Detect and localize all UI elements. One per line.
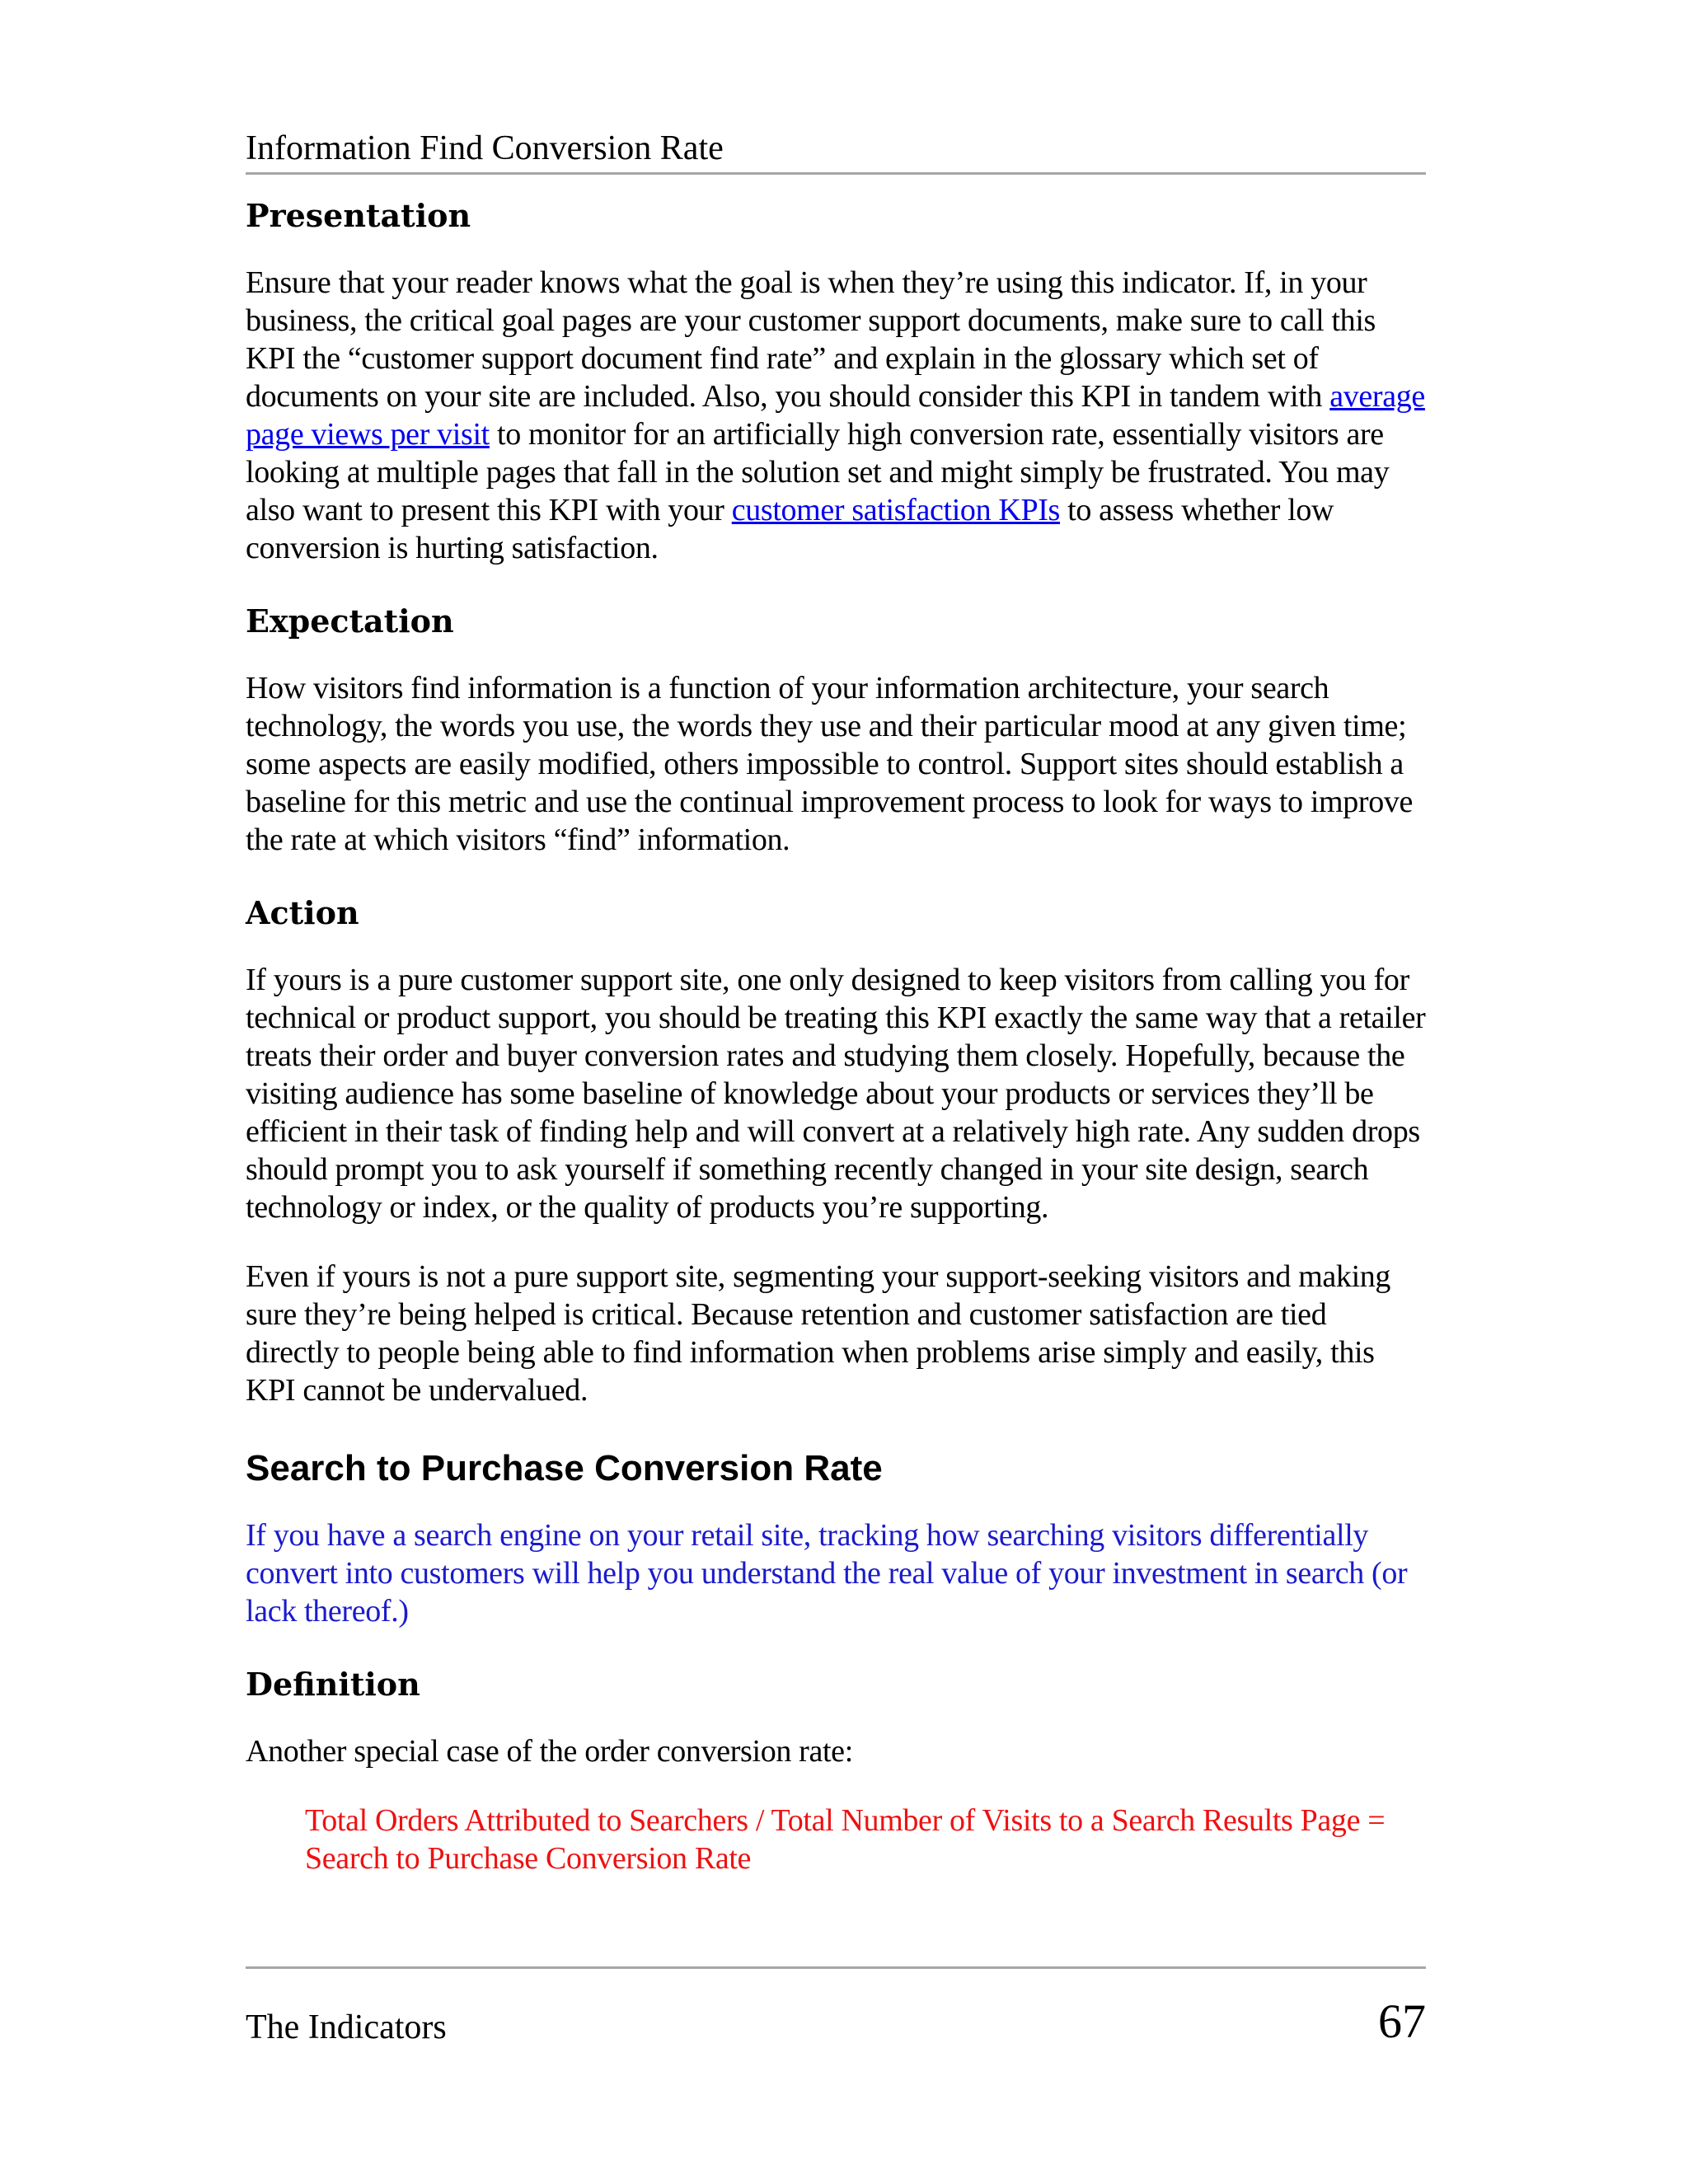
presentation-heading: Presentation — [246, 197, 471, 234]
kpi-formula: Total Orders Attributed to Searchers / Total Number of Visits to a Search Results Page = Search to Purchase Conversion Rate — [305, 1803, 1386, 1876]
action-paragraph-1: If yours is a pure customer support site, one only designed to keep visitors from calling you for technical or product support, you should be treating this KPI exactly the same way that a retailer treats their order and buyer conversion rates and studying them closely. Hopefully, because the visiting audience has some baseline of knowledge about your products or services they’ll be efficient in their task of finding help and will convert at a relatively high rate. Any sudden drops should prompt you to ask yourself if something recently changed in your site design, search technology or index, or the quality of products you’re supporting. — [246, 963, 1426, 1225]
running-header-title: Information Find Conversion Rate — [246, 129, 724, 167]
page-number: 67 — [1378, 1994, 1426, 2048]
running-header — [246, 127, 1426, 175]
definition-heading: Definition — [246, 1666, 420, 1703]
presentation-text-2: to monitor for an artificially high conversion rate, essentially visitors are looking at multiple pages that fall in the solution set and might simply be frustrated. You may also want to present this KPI with your — [246, 417, 1390, 527]
definition-intro: Another special case of the order conversion rate: — [246, 1734, 853, 1769]
customer-satisfaction-kpis-link[interactable]: customer satisfaction KPIs — [731, 493, 1060, 527]
presentation-text-3: to assess whether low conversion is hurting satisfaction. — [246, 493, 1334, 565]
presentation-text-1: Ensure that your reader knows what the goal is when they’re using this indicator. If, in your business, the critical goal pages are your customer support documents, make sure to call this KPI the “customer support document find rate” and explain in the glossary which set of documents on your site are included. Also, you should consider this KPI in tandem with — [246, 265, 1376, 414]
action-paragraph-2: Even if yours is not a pure support site, segmenting your support-seeking visitors and making sure they’re being helped is critical. Because retention and customer satisfaction are tied directly to people being able to find information when problems arise simply and easily, this KPI cannot be undervalued. — [246, 1259, 1391, 1408]
footer-divider — [246, 1966, 1426, 1969]
kpi-title: Search to Purchase Conversion Rate — [246, 1448, 883, 1488]
kpi-summary: If you have a search engine on your retail site, tracking how searching visitors differentially convert into customers will help you understand the real value of your investment in search (or lack thereof.) — [246, 1518, 1408, 1629]
action-heading: Action — [246, 894, 359, 931]
expectation-paragraph: How visitors find information is a function of your information architecture, your search technology, the words you use, the words they use and their particular mood at any given time; some aspects are easily modified, others impossible to control. Support sites should establish a baseline for this metric and use the continual improvement process to look for ways to improve the rate at which visitors “find” information. — [246, 671, 1414, 857]
expectation-heading: Expectation — [246, 602, 454, 640]
page-content — [246, 193, 1426, 1909]
presentation-paragraph — [246, 264, 1426, 567]
footer-section-name: The Indicators — [246, 2008, 447, 2046]
average-page-views-link[interactable]: average page views per visit — [246, 379, 1425, 452]
